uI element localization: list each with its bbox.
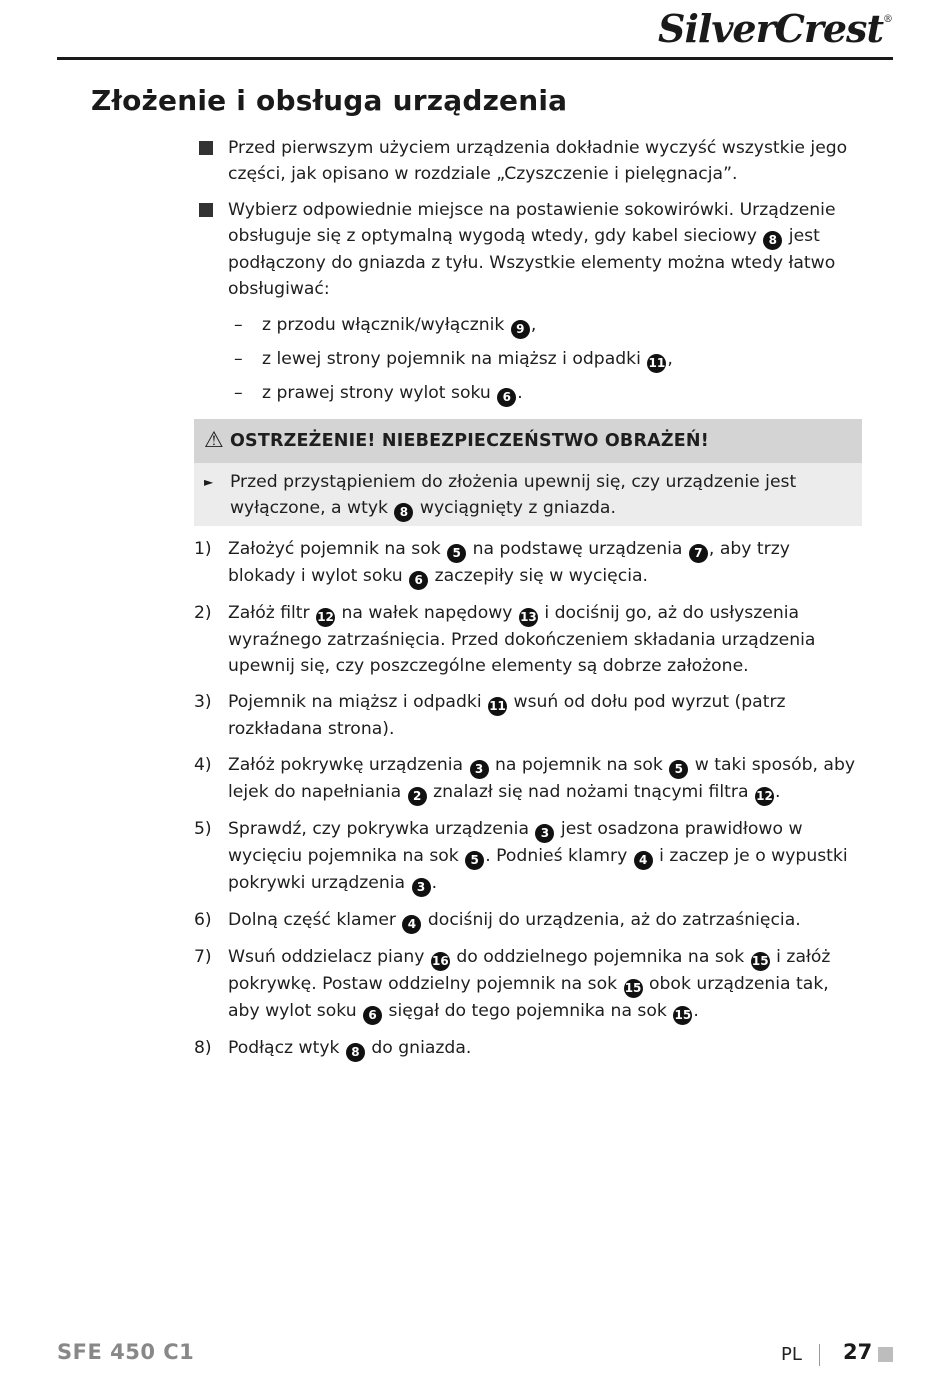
dash-marker: – [234, 349, 243, 369]
text-segment: obok urządzenia tak, aby wylot soku [228, 974, 829, 1021]
text-segment: , [667, 349, 673, 369]
text-segment: na pojemnik na sok [489, 755, 669, 775]
callout-number: 12 [316, 608, 335, 627]
text-segment: do oddzielnego pojemnika na sok [450, 947, 750, 967]
warning-triangle-icon: ⚠ [204, 428, 224, 453]
footer-square-mark [878, 1347, 893, 1362]
step-item [194, 600, 862, 679]
step-number: 1) [194, 539, 212, 559]
step-item [194, 752, 862, 806]
callout-number: 15 [624, 979, 643, 998]
square-bullet-icon [199, 203, 213, 217]
warning-body [194, 463, 862, 526]
text-segment: wyciągnięty z gniazda. [414, 498, 616, 518]
text-segment: i załóż pokrywkę. Postaw oddzielny pojemnik na sok [228, 947, 831, 994]
warning-heading: OSTRZEŻENIE! NIEBEZPIECZEŃSTWO OBRAŻEŃ! [229, 431, 709, 451]
text-segment: jest podłączony do gniazda z tyłu. Wszystkie elementy można wtedy łatwo obsługiwać: [228, 226, 836, 299]
text-segment: z prawej strony wylot soku [262, 383, 497, 403]
warning-header [194, 419, 862, 463]
footer-language: PL [781, 1344, 802, 1365]
callout-number: 2 [408, 787, 427, 806]
callout-number: 15 [673, 1006, 692, 1025]
text-segment: . [431, 873, 438, 893]
square-bullet-icon [199, 141, 213, 155]
step-number: 5) [194, 819, 212, 839]
text-segment: Wsuń oddzielacz piany [228, 947, 430, 967]
step-number: 7) [194, 947, 212, 967]
step-number: 3) [194, 692, 212, 712]
dash-item [194, 312, 862, 339]
text-segment: i dociśnij go, aż do usłyszenia wyraźnego zatrzaśnięcia. Przed dokończeniem składania urządzenia upewnij się, czy poszczególne elementy są dobrze założone. [228, 603, 816, 676]
callout-number: 8 [763, 231, 782, 250]
text-segment: sięgał do tego pojemnika na sok [383, 1001, 673, 1021]
footer-separator [819, 1344, 820, 1366]
text-segment: . [517, 383, 523, 403]
callout-number: 12 [755, 787, 774, 806]
text-segment: Wybierz odpowiednie miejsce na postawienie sokowirówki. Urządzenie obsługuje się z optymalną wygodą wtedy, gdy kabel sieciowy [228, 200, 836, 246]
text-segment: na podstawę urządzenia [467, 539, 688, 559]
dash-item [194, 346, 862, 373]
text-segment: w taki sposób, aby lejek do napełniania [228, 755, 856, 802]
step-number: 2) [194, 603, 212, 623]
callout-number: 15 [751, 952, 770, 971]
step-item [194, 536, 862, 590]
callout-number: 3 [470, 760, 489, 779]
callout-number: 4 [634, 851, 653, 870]
text-segment: wsuń od dołu pod wyrzut (patrz rozkładana strona). [228, 692, 786, 739]
brand-logo [658, 6, 892, 51]
bullet-list [194, 135, 862, 302]
text-segment: Przed pierwszym użyciem urządzenia dokładnie wyczyść wszystkie jego części, jak opisano w rozdziale „Czyszczenie i pielęgnacja”. [228, 138, 848, 184]
callout-number: 11 [647, 354, 666, 373]
warning-box [194, 419, 862, 526]
step-number: 8) [194, 1038, 212, 1058]
footer-model: SFE 450 C1 [57, 1340, 195, 1364]
main-content [194, 135, 862, 1072]
step-item [194, 1035, 862, 1062]
text-segment: Sprawdź, czy pokrywka urządzenia [228, 819, 535, 839]
callout-number: 13 [519, 608, 538, 627]
text-segment: Podłącz wtyk [228, 1038, 345, 1058]
text-segment: Załóż pokrywkę urządzenia [228, 755, 469, 775]
warning-text [230, 472, 796, 518]
text-segment: jest osadzona prawidłowo w wycięciu pojemnika na sok [228, 819, 803, 866]
step-number: 4) [194, 755, 212, 775]
text-segment: Dolną część klamer [228, 910, 402, 930]
callout-number: 3 [412, 878, 431, 897]
header-rule [57, 57, 893, 60]
text-segment: Przed przystąpieniem do złożenia upewnij się, czy urządzenie jest wyłączone, a wtyk [230, 472, 797, 518]
callout-number: 6 [497, 388, 516, 407]
steps-list [194, 536, 862, 1062]
callout-number: 6 [363, 1006, 382, 1025]
callout-number: 16 [431, 952, 450, 971]
callout-number: 11 [488, 697, 507, 716]
text-segment: . Podnieś klamry [485, 846, 633, 866]
text-segment: zaczepiły się w wycięcia. [429, 566, 648, 586]
dash-marker: – [234, 383, 243, 403]
arrow-bullet-icon: ► [204, 475, 214, 489]
text-segment: Pojemnik na miąższ i odpadki [228, 692, 488, 712]
bullet-item [194, 135, 862, 187]
text-segment: na wałek napędowy [336, 603, 518, 623]
callout-number: 6 [409, 571, 428, 590]
registered-mark: ® [883, 14, 892, 25]
text-segment: znalazł się nad nożami tnącymi filtra [427, 782, 754, 802]
callout-number: 5 [669, 760, 688, 779]
text-segment: z lewej strony pojemnik na miąższ i odpadki [262, 349, 647, 369]
page-title: Złożenie i obsługa urządzenia [91, 84, 568, 117]
brand-name: SilverCrest [658, 6, 883, 51]
dash-marker: – [234, 315, 243, 335]
callout-number: 5 [447, 544, 466, 563]
callout-number: 3 [535, 824, 554, 843]
text-segment: . [693, 1001, 699, 1021]
text-segment: , [530, 315, 537, 335]
text-segment: i zaczep je o wypustki pokrywki urządzenia [228, 846, 848, 893]
bullet-item [194, 197, 862, 302]
dash-item [194, 380, 862, 407]
callout-number: 4 [402, 915, 421, 934]
page-number: 27 [843, 1340, 873, 1364]
callout-number: 5 [465, 851, 484, 870]
step-item [194, 816, 862, 897]
text-segment: Załóż filtr [228, 603, 316, 623]
step-item [194, 689, 862, 742]
text-segment: , aby trzy blokady i wylot soku [228, 539, 790, 586]
step-item [194, 944, 862, 1025]
text-segment: dociśnij do urządzenia, aż do zatrzaśnięcia. [422, 910, 801, 930]
text-segment: . [774, 782, 781, 802]
text-segment: do gniazda. [365, 1038, 472, 1058]
callout-number: 8 [394, 503, 413, 522]
callout-number: 7 [689, 544, 708, 563]
step-number: 6) [194, 910, 212, 930]
callout-number: 9 [511, 320, 530, 339]
callout-number: 8 [346, 1043, 365, 1062]
text-segment: Założyć pojemnik na sok [228, 539, 447, 559]
step-item [194, 907, 862, 934]
dash-list [194, 312, 862, 407]
text-segment: z przodu włącznik/wyłącznik [262, 315, 510, 335]
